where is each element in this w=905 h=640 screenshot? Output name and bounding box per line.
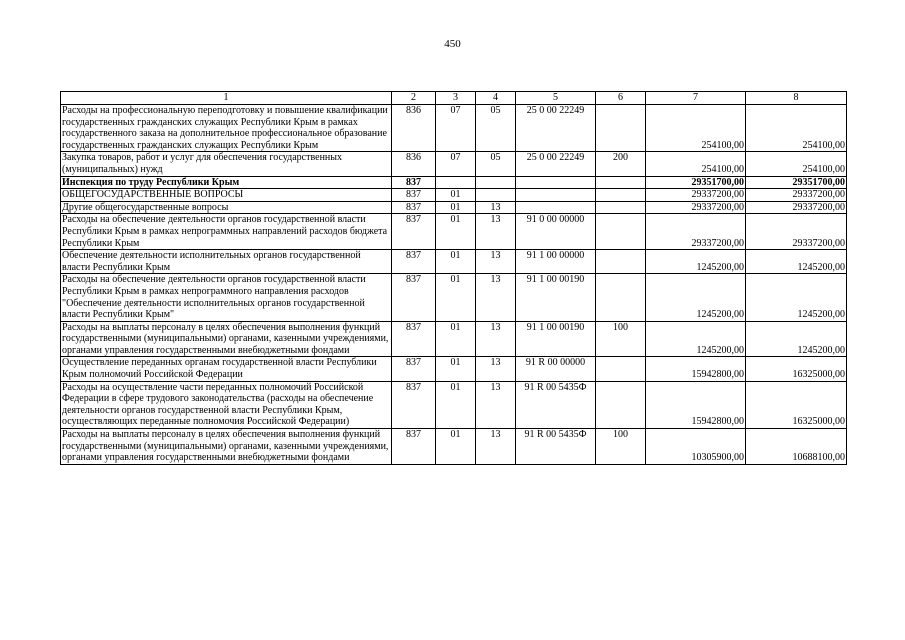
code-section: 01: [436, 189, 476, 202]
code-subsection: 13: [476, 357, 516, 381]
amount-year-1: 29337200,00: [646, 214, 746, 250]
code-target: 91 R 00 5435Ф: [516, 429, 596, 465]
amount-year-2: 1245200,00: [746, 250, 847, 274]
code-subsection: [476, 189, 516, 202]
row-name: Расходы на обеспечение деятельности органов государственной власти Республики Крым в рамках непрограммных направлений расходов бюджета Республики Крым: [61, 214, 392, 250]
code-subsection: 13: [476, 321, 516, 357]
table-row: [61, 381, 847, 428]
code-expense-type: [596, 214, 646, 250]
row-name: Инспекция по труду Республики Крым: [61, 176, 392, 189]
code-ministry: 837: [392, 189, 436, 202]
table-row: [61, 152, 847, 176]
code-expense-type: 100: [596, 429, 646, 465]
code-target: [516, 176, 596, 189]
amount-year-1: 29351700,00: [646, 176, 746, 189]
row-name: Закупка товаров, работ и услуг для обеспечения государственных (муниципальных) нужд: [61, 152, 392, 176]
table-row: [61, 105, 847, 152]
code-section: 01: [436, 381, 476, 428]
code-expense-type: [596, 381, 646, 428]
code-section: 01: [436, 429, 476, 465]
code-subsection: 13: [476, 214, 516, 250]
row-name: ОБЩЕГОСУДАРСТВЕННЫЕ ВОПРОСЫ: [61, 189, 392, 202]
amount-year-1: 10305900,00: [646, 429, 746, 465]
header-cell: 1: [61, 92, 392, 105]
row-name: Расходы на осуществление части переданных полномочий Российской Федерации в сфере трудового законодательства (расходы на обеспечение деятельности органов государственной власти Республики Крым, осуществляющих переданные полномочия Российской Федерации): [61, 381, 392, 428]
code-expense-type: 100: [596, 321, 646, 357]
header-cell: 5: [516, 92, 596, 105]
code-subsection: 13: [476, 274, 516, 321]
code-target: 91 1 00 00190: [516, 274, 596, 321]
code-target: 25 0 00 22249: [516, 152, 596, 176]
code-target: [516, 201, 596, 214]
header-row: [61, 92, 847, 105]
code-target: 91 R 00 5435Ф: [516, 381, 596, 428]
code-subsection: 05: [476, 152, 516, 176]
code-ministry: 837: [392, 214, 436, 250]
amount-year-2: 29337200,00: [746, 214, 847, 250]
code-section: 07: [436, 105, 476, 152]
table-row: [61, 429, 847, 465]
code-ministry: 837: [392, 321, 436, 357]
amount-year-1: 15942800,00: [646, 357, 746, 381]
code-subsection: [476, 176, 516, 189]
row-name: Обеспечение деятельности исполнительных органов государственной власти Республики Крым: [61, 250, 392, 274]
code-subsection: 13: [476, 201, 516, 214]
amount-year-2: 1245200,00: [746, 274, 847, 321]
code-section: 01: [436, 201, 476, 214]
code-expense-type: [596, 357, 646, 381]
code-target: 91 1 00 00190: [516, 321, 596, 357]
code-expense-type: [596, 250, 646, 274]
amount-year-1: 1245200,00: [646, 274, 746, 321]
amount-year-2: 29337200,00: [746, 189, 847, 202]
code-expense-type: [596, 201, 646, 214]
code-ministry: 836: [392, 105, 436, 152]
code-target: 91 1 00 00000: [516, 250, 596, 274]
code-subsection: 13: [476, 429, 516, 465]
code-subsection: 13: [476, 250, 516, 274]
amount-year-1: 15942800,00: [646, 381, 746, 428]
amount-year-2: 29351700,00: [746, 176, 847, 189]
page-number: 450: [444, 38, 461, 50]
code-ministry: 837: [392, 429, 436, 465]
amount-year-2: 29337200,00: [746, 201, 847, 214]
amount-year-2: 16325000,00: [746, 381, 847, 428]
table-row: [61, 201, 847, 214]
header-cell: 6: [596, 92, 646, 105]
code-target: [516, 189, 596, 202]
table-row: [61, 214, 847, 250]
header-cell: 7: [646, 92, 746, 105]
code-ministry: 837: [392, 201, 436, 214]
code-target: 91 0 00 00000: [516, 214, 596, 250]
code-expense-type: [596, 176, 646, 189]
table-row: [61, 274, 847, 321]
code-expense-type: [596, 105, 646, 152]
row-name: Расходы на выплаты персоналу в целях обеспечения выполнения функций государственными (муниципальными) органами, казенными учреждениями, органами управления государственными внебюджетными фондами: [61, 429, 392, 465]
code-section: 01: [436, 274, 476, 321]
code-target: 91 R 00 00000: [516, 357, 596, 381]
code-expense-type: [596, 189, 646, 202]
header-cell: 8: [746, 92, 847, 105]
row-name: Расходы на обеспечение деятельности органов государственной власти Республики Крым в рамках непрограммного направления расходов "Обеспечение деятельности исполнительных органов государственной власти Республики Крым": [61, 274, 392, 321]
code-target: 25 0 00 22249: [516, 105, 596, 152]
code-section: 01: [436, 321, 476, 357]
table-row: [61, 321, 847, 357]
row-name: Другие общегосударственные вопросы: [61, 201, 392, 214]
code-section: 01: [436, 357, 476, 381]
amount-year-1: 29337200,00: [646, 189, 746, 202]
code-subsection: 13: [476, 381, 516, 428]
amount-year-2: 254100,00: [746, 105, 847, 152]
row-name: Осуществление переданных органам государственной власти Республики Крым полномочий Российской Федерации: [61, 357, 392, 381]
code-section: 01: [436, 250, 476, 274]
code-subsection: 05: [476, 105, 516, 152]
code-section: [436, 176, 476, 189]
amount-year-1: 29337200,00: [646, 201, 746, 214]
header-cell: 2: [392, 92, 436, 105]
header-cell: 3: [436, 92, 476, 105]
amount-year-2: 10688100,00: [746, 429, 847, 465]
amount-year-1: 254100,00: [646, 105, 746, 152]
amount-year-1: 254100,00: [646, 152, 746, 176]
code-section: 01: [436, 214, 476, 250]
code-section: 07: [436, 152, 476, 176]
budget-table: [60, 91, 847, 465]
code-ministry: 837: [392, 381, 436, 428]
amount-year-1: 1245200,00: [646, 321, 746, 357]
code-expense-type: [596, 274, 646, 321]
amount-year-2: 254100,00: [746, 152, 847, 176]
code-ministry: 837: [392, 357, 436, 381]
table-row: [61, 189, 847, 202]
table-row: [61, 250, 847, 274]
table-row: [61, 176, 847, 189]
code-ministry: 836: [392, 152, 436, 176]
amount-year-2: 16325000,00: [746, 357, 847, 381]
code-expense-type: 200: [596, 152, 646, 176]
header-cell: 4: [476, 92, 516, 105]
code-ministry: 837: [392, 250, 436, 274]
code-ministry: 837: [392, 274, 436, 321]
amount-year-2: 1245200,00: [746, 321, 847, 357]
row-name: Расходы на выплаты персоналу в целях обеспечения выполнения функций государственными (муниципальными) органами, казенными учреждениями, органами управления государственными внебюджетными фондами: [61, 321, 392, 357]
amount-year-1: 1245200,00: [646, 250, 746, 274]
table-row: [61, 357, 847, 381]
row-name: Расходы на профессиональную переподготовку и повышение квалификации государственных гражданских служащих Республики Крым в рамках государственного заказа на дополнительное профессиональное образование государственных гражданских служащих Республики Крым: [61, 105, 392, 152]
code-ministry: 837: [392, 176, 436, 189]
